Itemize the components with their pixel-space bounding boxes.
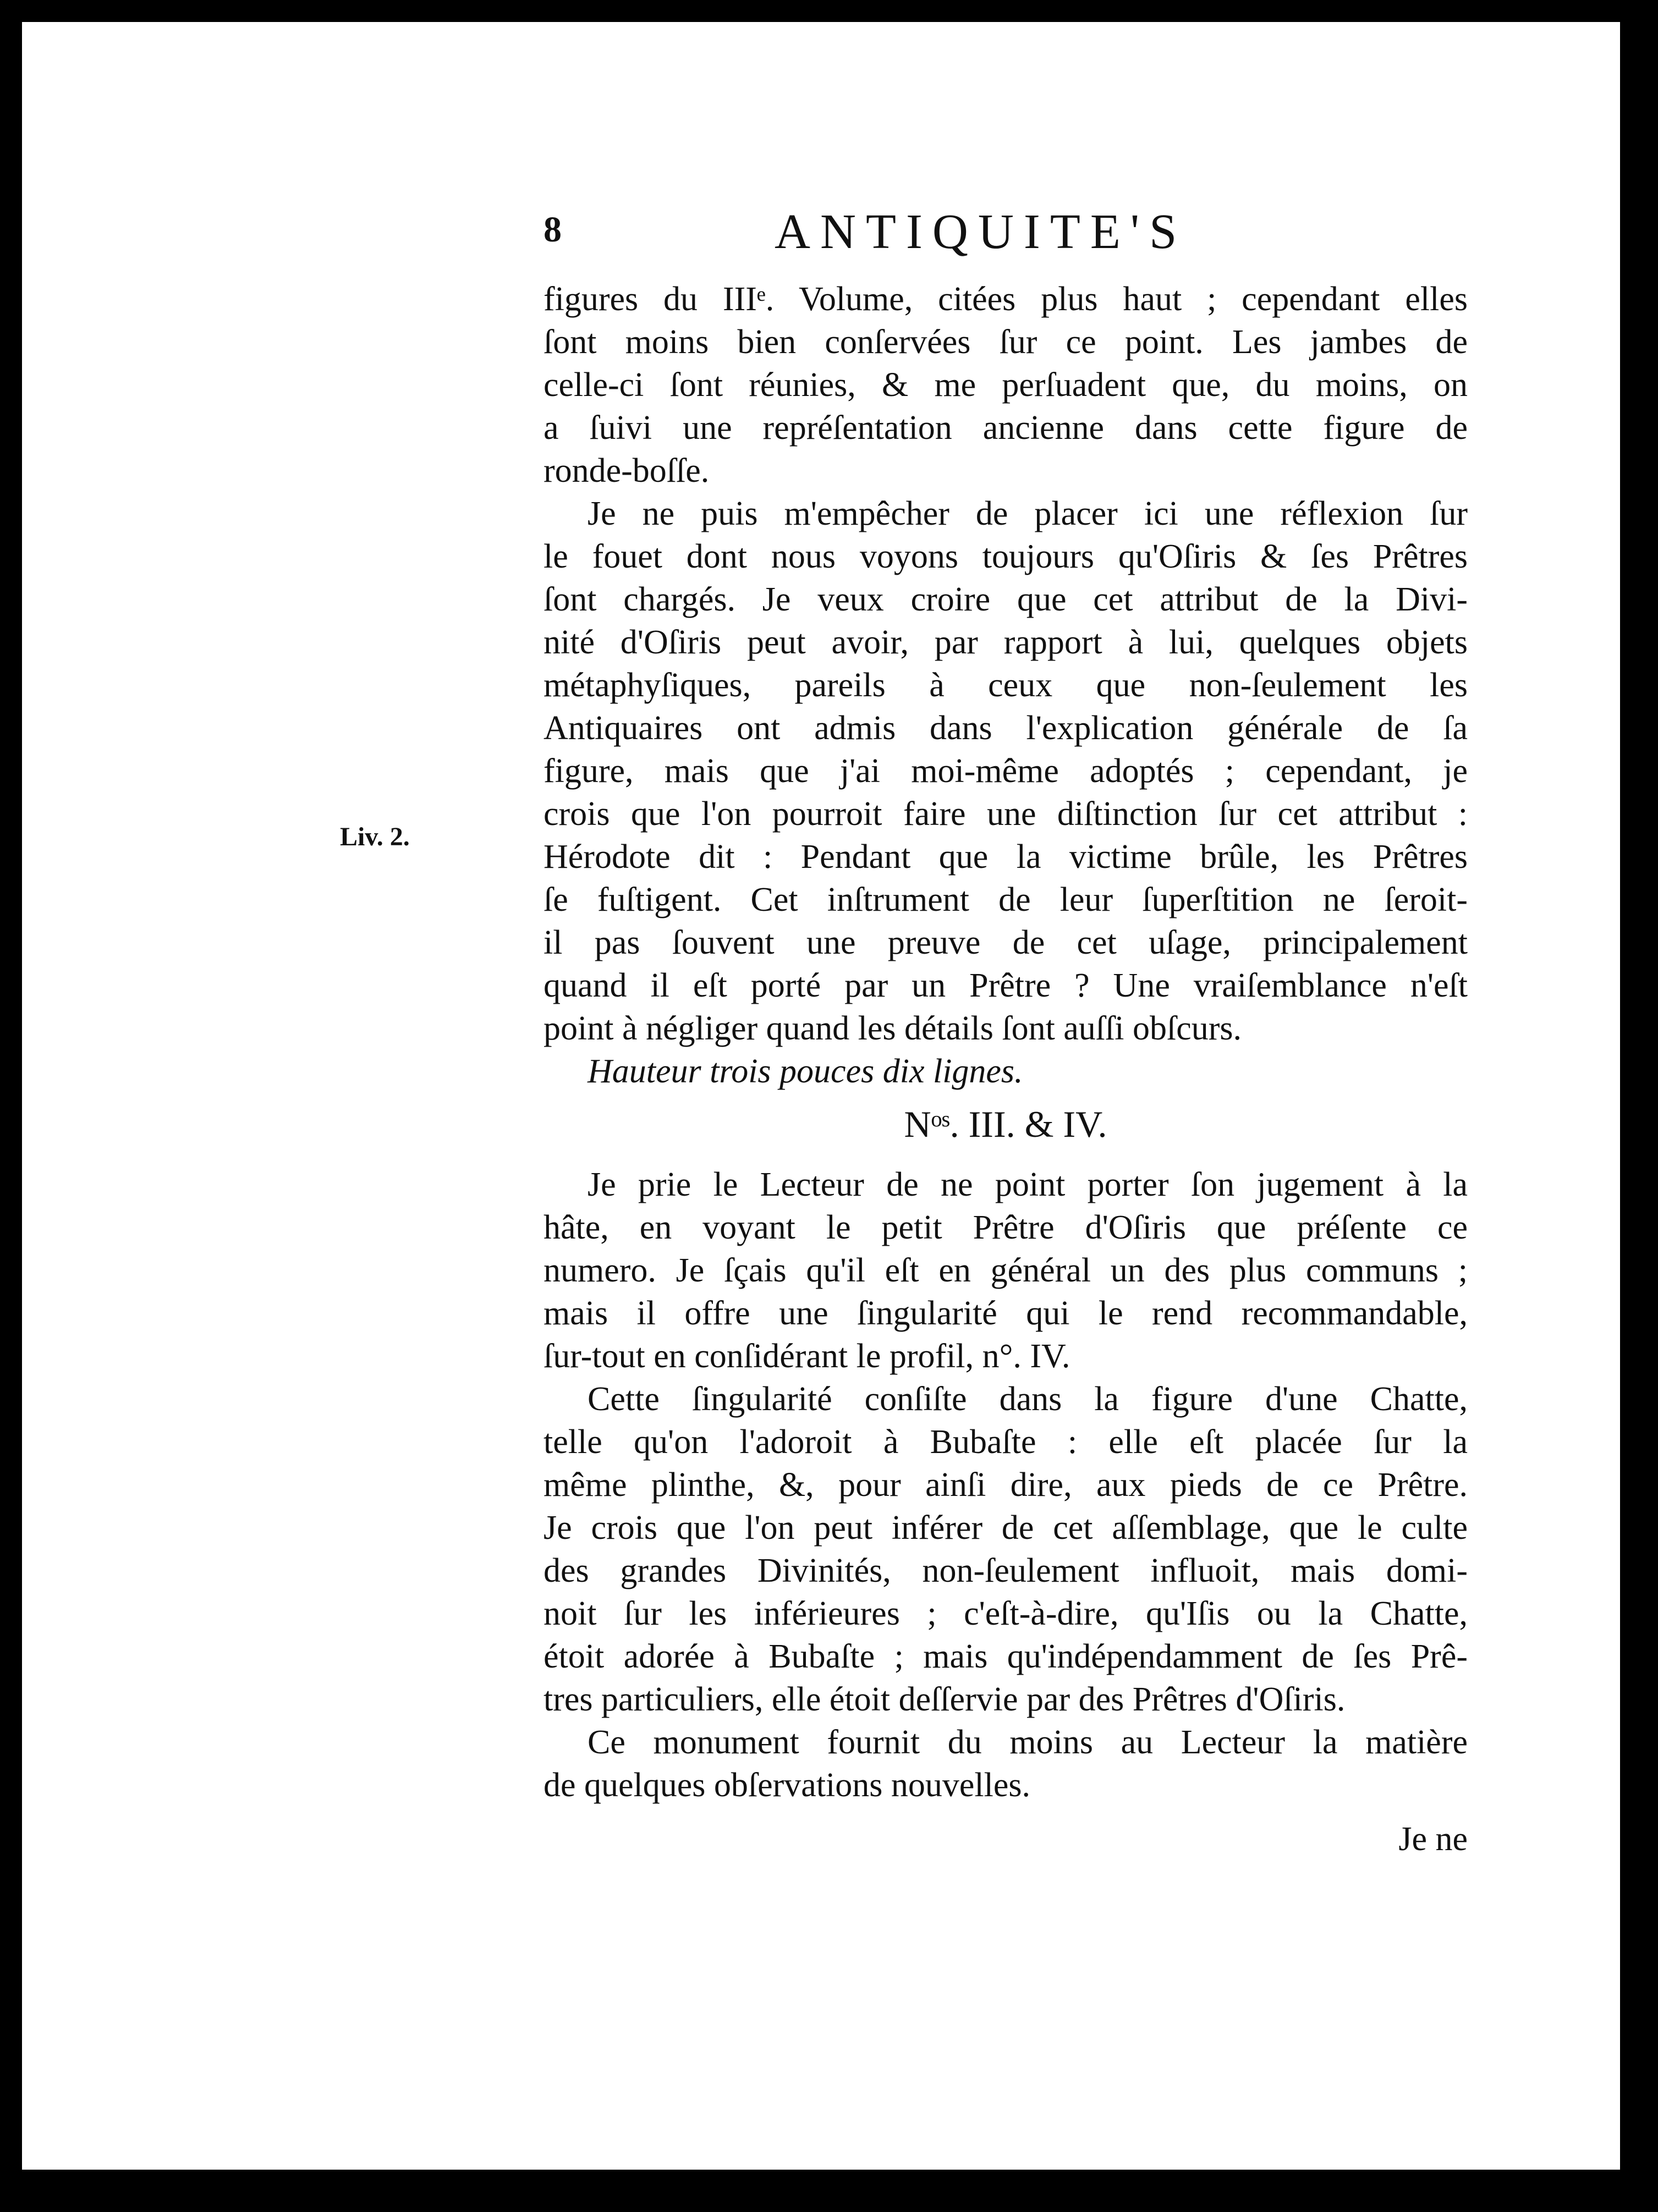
catchword: Je ne [1398,1820,1468,1858]
book-page [22,22,1620,2170]
text-line: ronde-boſſe. [543,452,710,489]
text-line: quand il eſt porté par un Prêtre ? Une vraiſemblance n'eſt [543,967,1468,1004]
text-line: Je ne puis m'empêcher de placer ici une réflexion ſur [588,495,1468,532]
text-line: figure, mais que j'ai moi-même adoptés ; cependant, je [543,752,1468,790]
text-line: métaphyſiques, pareils à ceux que non-ſeulement les [543,667,1468,704]
page-number: 8 [543,210,562,250]
text-line: Ce monument fournit du moins au Lecteur la matière [588,1724,1468,1761]
text-line: ſe fuſtigent. Cet inſtrument de leur ſuperſtition ne ſeroit- [543,881,1468,918]
text-line: point à négliger quand les détails ſont auſſi obſcurs. [543,1010,1242,1047]
text-line: même plinthe, &, pour ainſi dire, aux pieds de ce Prêtre. [543,1466,1468,1504]
text-line: telle qu'on l'adoroit à Bubaſte : elle eſt placée ſur la [543,1423,1468,1461]
text-line: Antiquaires ont admis dans l'explication générale de ſa [543,709,1468,747]
text-line: mais il offre une ſingularité qui le rend recommandable, [543,1295,1468,1332]
text-line: il pas ſouvent une preuve de cet uſage, principalement [543,924,1468,961]
dimension-note: Hauteur trois pouces dix lignes. [588,1053,1023,1090]
text-line: Cette ſingularité conſiſte dans la figure d'une Chatte, [588,1380,1468,1418]
text-line: numero. Je ſçais qu'il eſt en général un des plus communs ; [543,1252,1468,1289]
text-line: crois que l'on pourroit faire une diſtinction ſur cet attribut : [543,795,1468,833]
text-line: a ſuivi une repréſentation ancienne dans cette figure de [543,409,1468,447]
text-line: Je crois que l'on peut inférer de cet aſſemblage, que le culte [543,1509,1468,1547]
text-line: ſur-tout en conſidérant le profil, n°. IV. [543,1338,1070,1375]
text-line: celle-ci ſont réunies, & me perſuadent que, du moins, on [543,366,1468,404]
text-line: figures du IIIᵉ. Volume, citées plus haut ; cependant elles [543,280,1468,318]
text-line: Je prie le Lecteur de ne point porter ſon jugement à la [588,1166,1468,1203]
text-line: ſont chargés. Je veux croire que cet attribut de la Divi- [543,581,1468,618]
text-line: tres particuliers, elle étoit deſſervie par des Prêtres d'Oſiris. [543,1681,1346,1718]
text-line: nité d'Oſiris peut avoir, par rapport à lui, quelques objets [543,624,1468,661]
text-line: hâte, en voyant le petit Prêtre d'Oſiris que préſente ce [543,1209,1468,1246]
text-line: de quelques obſervations nouvelles. [543,1767,1031,1804]
text-line: ſont moins bien conſervées ſur ce point. Les jambes de [543,323,1468,361]
section-heading: Nᵒˢ. III. & IV. [904,1103,1107,1145]
margin-note: Liv. 2. [340,822,410,851]
text-line: étoit adorée à Bubaſte ; mais qu'indépendamment de ſes Prê- [543,1638,1468,1675]
text-line: des grandes Divinités, non-ſeulement influoit, mais domi- [543,1552,1468,1589]
text-line: Hérodote dit : Pendant que la victime brûle, les Prêtres [543,838,1468,876]
running-title: ANTIQUITE'S [775,205,1187,259]
text-line: noit ſur les inférieures ; c'eſt-à-dire, qu'Iſis ou la Chatte, [543,1595,1468,1632]
page-header [543,203,1468,264]
text-line: le fouet dont nous voyons toujours qu'Oſiris & ſes Prêtres [543,538,1468,575]
